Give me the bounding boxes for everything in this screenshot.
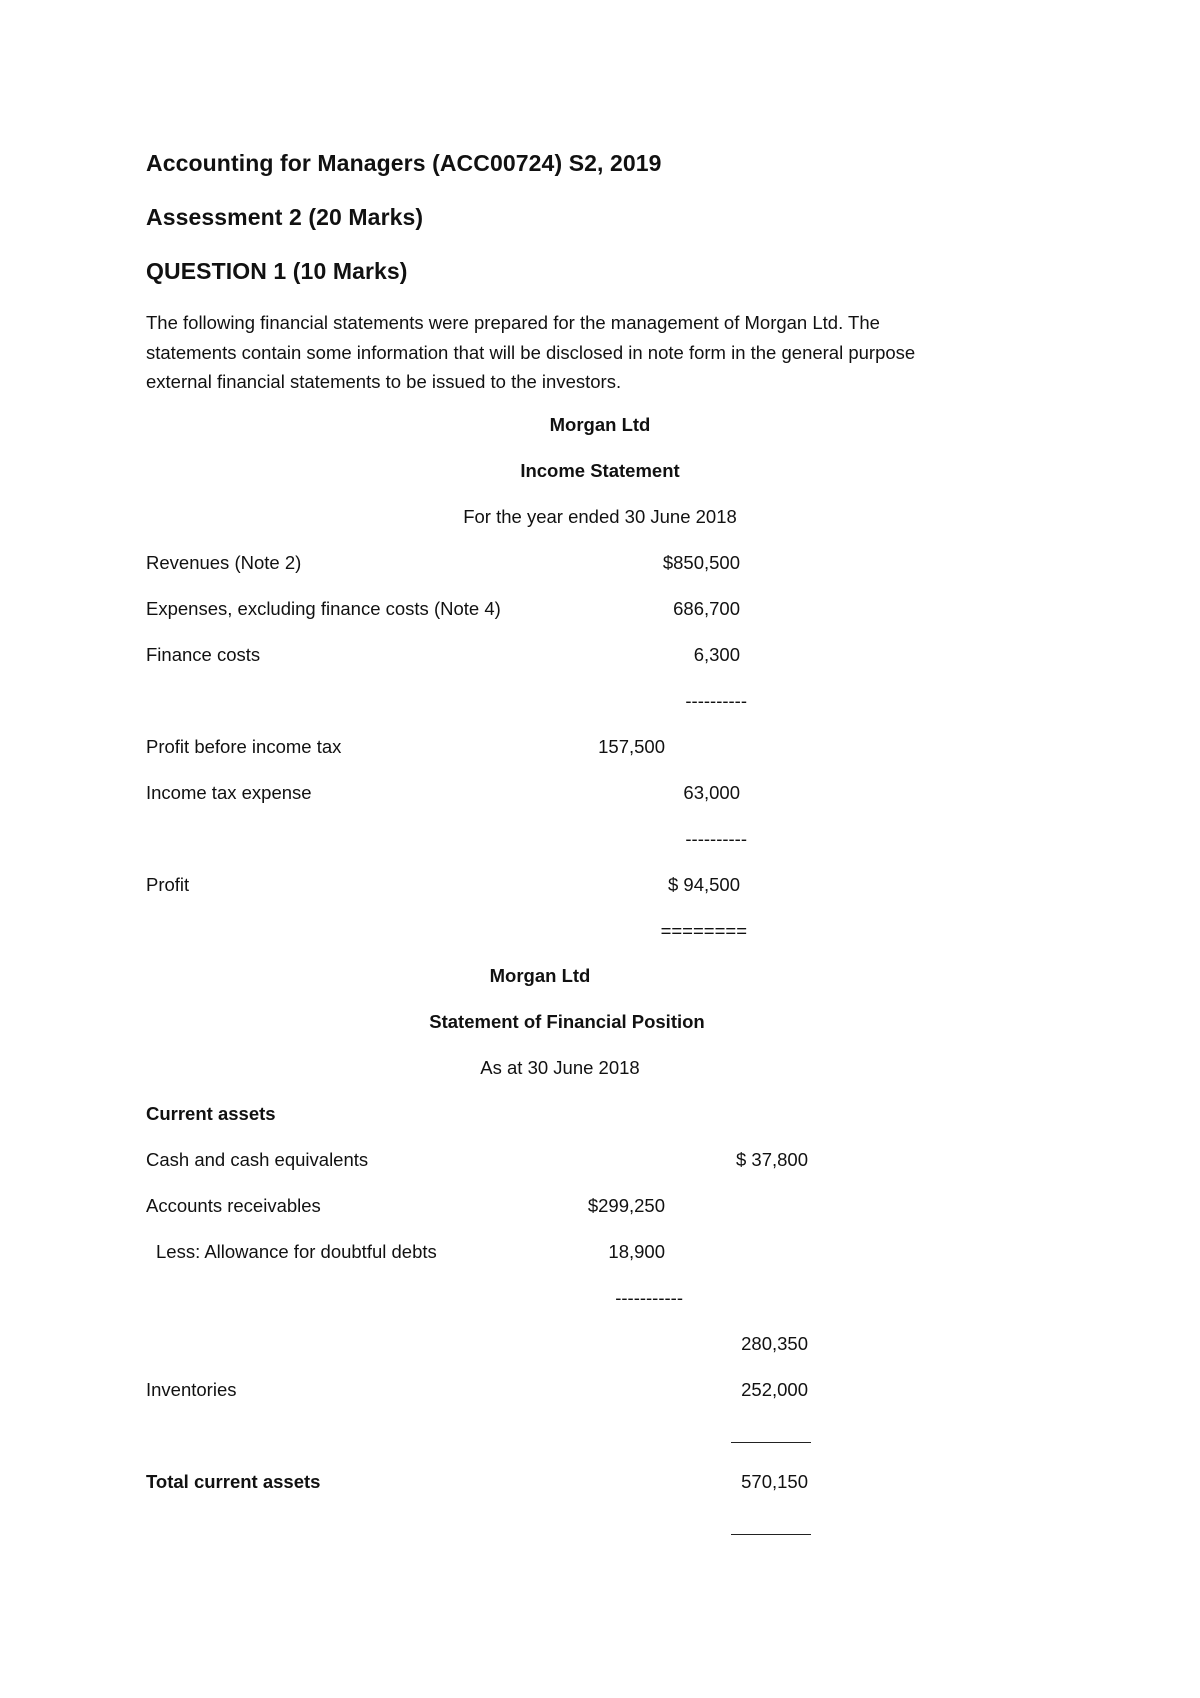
- sfp-rule-1: [0, 1287, 1200, 1311]
- income-row-expenses: [0, 598, 1200, 622]
- cash-value: $ 37,800: [735, 1149, 808, 1170]
- sfp-row-heading: [0, 1103, 1200, 1127]
- income-double-rule-text: ========: [660, 920, 747, 941]
- pbt-label: Profit before income tax: [146, 736, 342, 757]
- finance-label: Finance costs: [146, 644, 261, 665]
- income-dash-rule-1: ----------: [685, 690, 747, 711]
- receivables-value: $299,250: [587, 1195, 665, 1216]
- intro-line-3: external financial statements to be issued to the investors.: [146, 371, 622, 392]
- income-row-finance: [0, 644, 1200, 668]
- intro-line-1: The following financial statements were prepared for the management of Morgan Ltd. The: [146, 312, 880, 333]
- question-title: QUESTION 1 (10 Marks): [146, 258, 408, 284]
- income-company-name: Morgan Ltd: [549, 414, 651, 435]
- expenses-label: Expenses, excluding finance costs (Note 4): [146, 598, 501, 619]
- sfp-date: As at 30 June 2018: [480, 1057, 640, 1078]
- sfp-company-name: Morgan Ltd: [489, 965, 591, 986]
- income-statement-title: Income Statement: [520, 460, 680, 481]
- tax-value: 63,000: [683, 782, 740, 803]
- sfp-row-allowance: [0, 1241, 1200, 1265]
- assessment-title: Assessment 2 (20 Marks): [146, 204, 424, 230]
- intro-line-2: statements contain some information that will be disclosed in note form in the general purpose: [146, 341, 916, 363]
- profit-value: $ 94,500: [667, 874, 740, 895]
- income-dash-rule-2: ----------: [685, 828, 747, 849]
- revenues-label: Revenues (Note 2): [146, 552, 302, 573]
- sfp-title: Statement of Financial Position: [429, 1011, 705, 1032]
- income-double-rule: [0, 920, 1200, 944]
- income-period: For the year ended 30 June 2018: [463, 506, 737, 527]
- inventories-label: Inventories: [146, 1379, 237, 1400]
- allowance-label: Less: Allowance for doubtful debts: [156, 1241, 437, 1262]
- sfp-underline-rule-2: [731, 1534, 811, 1535]
- finance-value: 6,300: [693, 644, 740, 665]
- sfp-row-inventories: [0, 1379, 1200, 1403]
- income-row-tax: [0, 782, 1200, 806]
- intro-paragraph: [146, 308, 1026, 397]
- inventories-value: 252,000: [741, 1379, 808, 1400]
- tax-label: Income tax expense: [146, 782, 312, 803]
- current-assets-heading: Current assets: [146, 1103, 276, 1124]
- profit-label: Profit: [146, 874, 190, 895]
- expenses-value: 686,700: [673, 598, 740, 619]
- pbt-value: 157,500: [598, 736, 665, 757]
- sfp-row-total: [0, 1471, 1200, 1495]
- sfp-row-receivables: [0, 1195, 1200, 1219]
- sfp-dash-rule-1: -----------: [615, 1287, 683, 1308]
- sfp-underline-rule-1: [731, 1442, 811, 1443]
- income-row-profit: [0, 874, 1200, 898]
- course-title: Accounting for Managers (ACC00724) S2, 2019: [146, 150, 662, 176]
- income-rule-2: [0, 828, 1200, 852]
- sfp-row-cash: [0, 1149, 1200, 1173]
- total-current-assets-label: Total current assets: [146, 1471, 321, 1492]
- revenues-value: $850,500: [662, 552, 740, 573]
- income-row-pbt: [0, 736, 1200, 760]
- net-receivables-value: 280,350: [741, 1333, 808, 1354]
- total-current-assets-value: 570,150: [741, 1471, 808, 1492]
- income-rule-1: [0, 690, 1200, 714]
- allowance-value: 18,900: [608, 1241, 665, 1262]
- sfp-row-net-receivables: [0, 1333, 1200, 1357]
- cash-label: Cash and cash equivalents: [146, 1149, 369, 1170]
- receivables-label: Accounts receivables: [146, 1195, 321, 1216]
- income-row-revenues: [0, 552, 1200, 576]
